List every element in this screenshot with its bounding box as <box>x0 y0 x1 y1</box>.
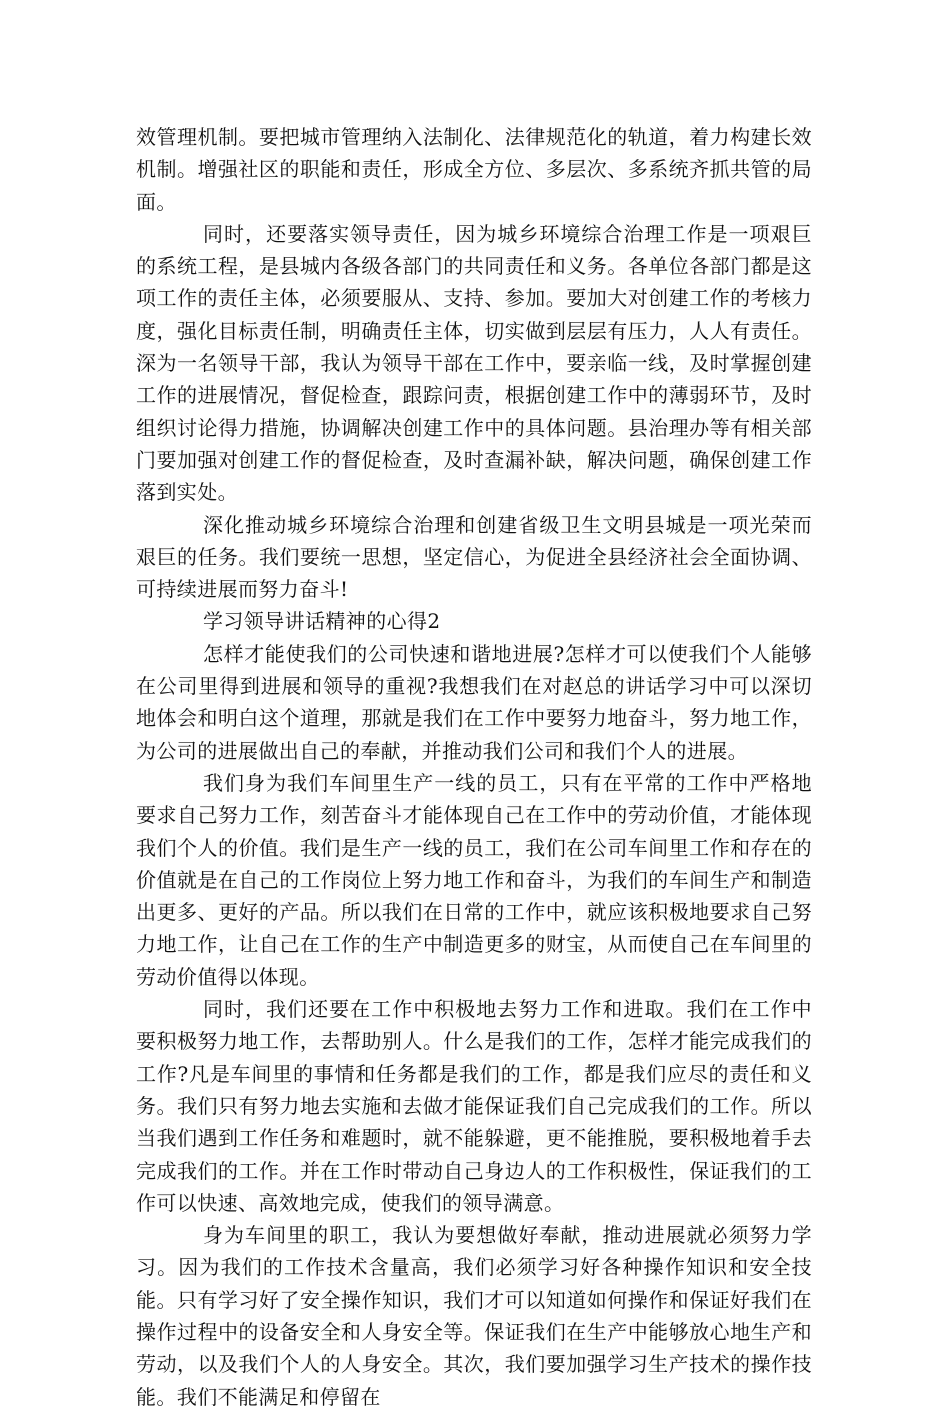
paragraph-company-development: 怎样才能使我们的公司快速和谐地进展?怎样才可以使我们个人能够在公司里得到进展和领导的重视?我想我们在对赵总的讲话学习中可以深切地体会和明白这个道理，那就是我们在工作中要努力地奋斗，努力地工作，为公司的进展做出自己的奉献，并推动我们公司和我们个人的进展。 <box>136 641 812 763</box>
paragraph-learning: 身为车间里的职工，我认为要想做好奉献，推动进展就必须努力学习。因为我们的工作技术含量高，我们必须学习好各种操作知识和安全技能。只有学习好了安全操作知识，我们才可以知道如何操作和保证好我们在操作过程中的设备安全和人身安全等。保证我们在生产中能够放心地生产和劳动，以及我们个人的人身安全。其次，我们要加强学习生产技术的操作技能。我们不能满足和停留在 <box>136 1223 812 1409</box>
paragraph-active-work: 同时，我们还要在工作中积极地去努力工作和进取。我们在工作中要积极努力地工作，去帮助别人。什么是我们的工作，怎样才能完成我们的工作?凡是车间里的事情和任务都是我们的工作，都是我们应尽的责任和义务。我们只有努力地去实施和去做才能保证我们自己完成我们的工作。所以当我们遇到工作任务和难题时，就不能躲避，更不能推脱，要积极地着手去完成我们的工作。并在工作时带动自己身边人的工作积极性，保证我们的工作可以快速、高效地完成，使我们的领导满意。 <box>136 997 812 1215</box>
paragraph-continuation: 效管理机制。要把城市管理纳入法制化、法律规范化的轨道，着力构建长效机制。增强社区的职能和责任，形成全方位、多层次、多系统齐抓共管的局面。 <box>136 125 812 214</box>
paragraph-frontline-workers: 我们身为我们车间里生产一线的员工，只有在平常的工作中严格地要求自己努力工作，刻苦奋斗才能体现自己在工作中的劳动价值，才能体现我们个人的价值。我们是生产一线的员工，我们在公司车间里工作和存在的价值就是在自己的工作岗位上努力地工作和奋斗，为我们的车间生产和制造出更多、更好的产品。所以我们在日常的工作中，就应该积极地要求自己努力地工作，让自己在工作的生产中制造更多的财宝，从而使自己在车间里的劳动价值得以体现。 <box>136 770 812 989</box>
document-body <box>136 121 812 1413</box>
section-heading: 学习领导讲话精神的心得2 <box>203 609 441 634</box>
paragraph-conclusion: 深化推动城乡环境综合治理和创建省级卫生文明县城是一项光荣而艰巨的任务。我们要统一思想，坚定信心，为促进全县经济社会全面协调、可持续进展而努力奋斗! <box>136 512 812 602</box>
paragraph-leadership-responsibility: 同时，还要落实领导责任，因为城乡环境综合治理工作是一项艰巨的系统工程，是县城内各级各部门的共同责任和义务。各单位各部门都是这项工作的责任主体，必须要服从、支持、参加。要加大对创建工作的考核力度，强化目标责任制，明确责任主体，切实做到层层有压力，人人有责任。深为一名领导干部，我认为领导干部在工作中，要亲临一线，及时掌握创建工作的进展情况，督促检查，跟踪问责，根据创建工作中的薄弱环节，及时组织讨论得力措施，协调解决创建工作中的具体问题。县治理办等有相关部门要加强对创建工作的督促检查，及时查漏补缺，解决问题，确保创建工作落到实处。 <box>136 221 812 505</box>
